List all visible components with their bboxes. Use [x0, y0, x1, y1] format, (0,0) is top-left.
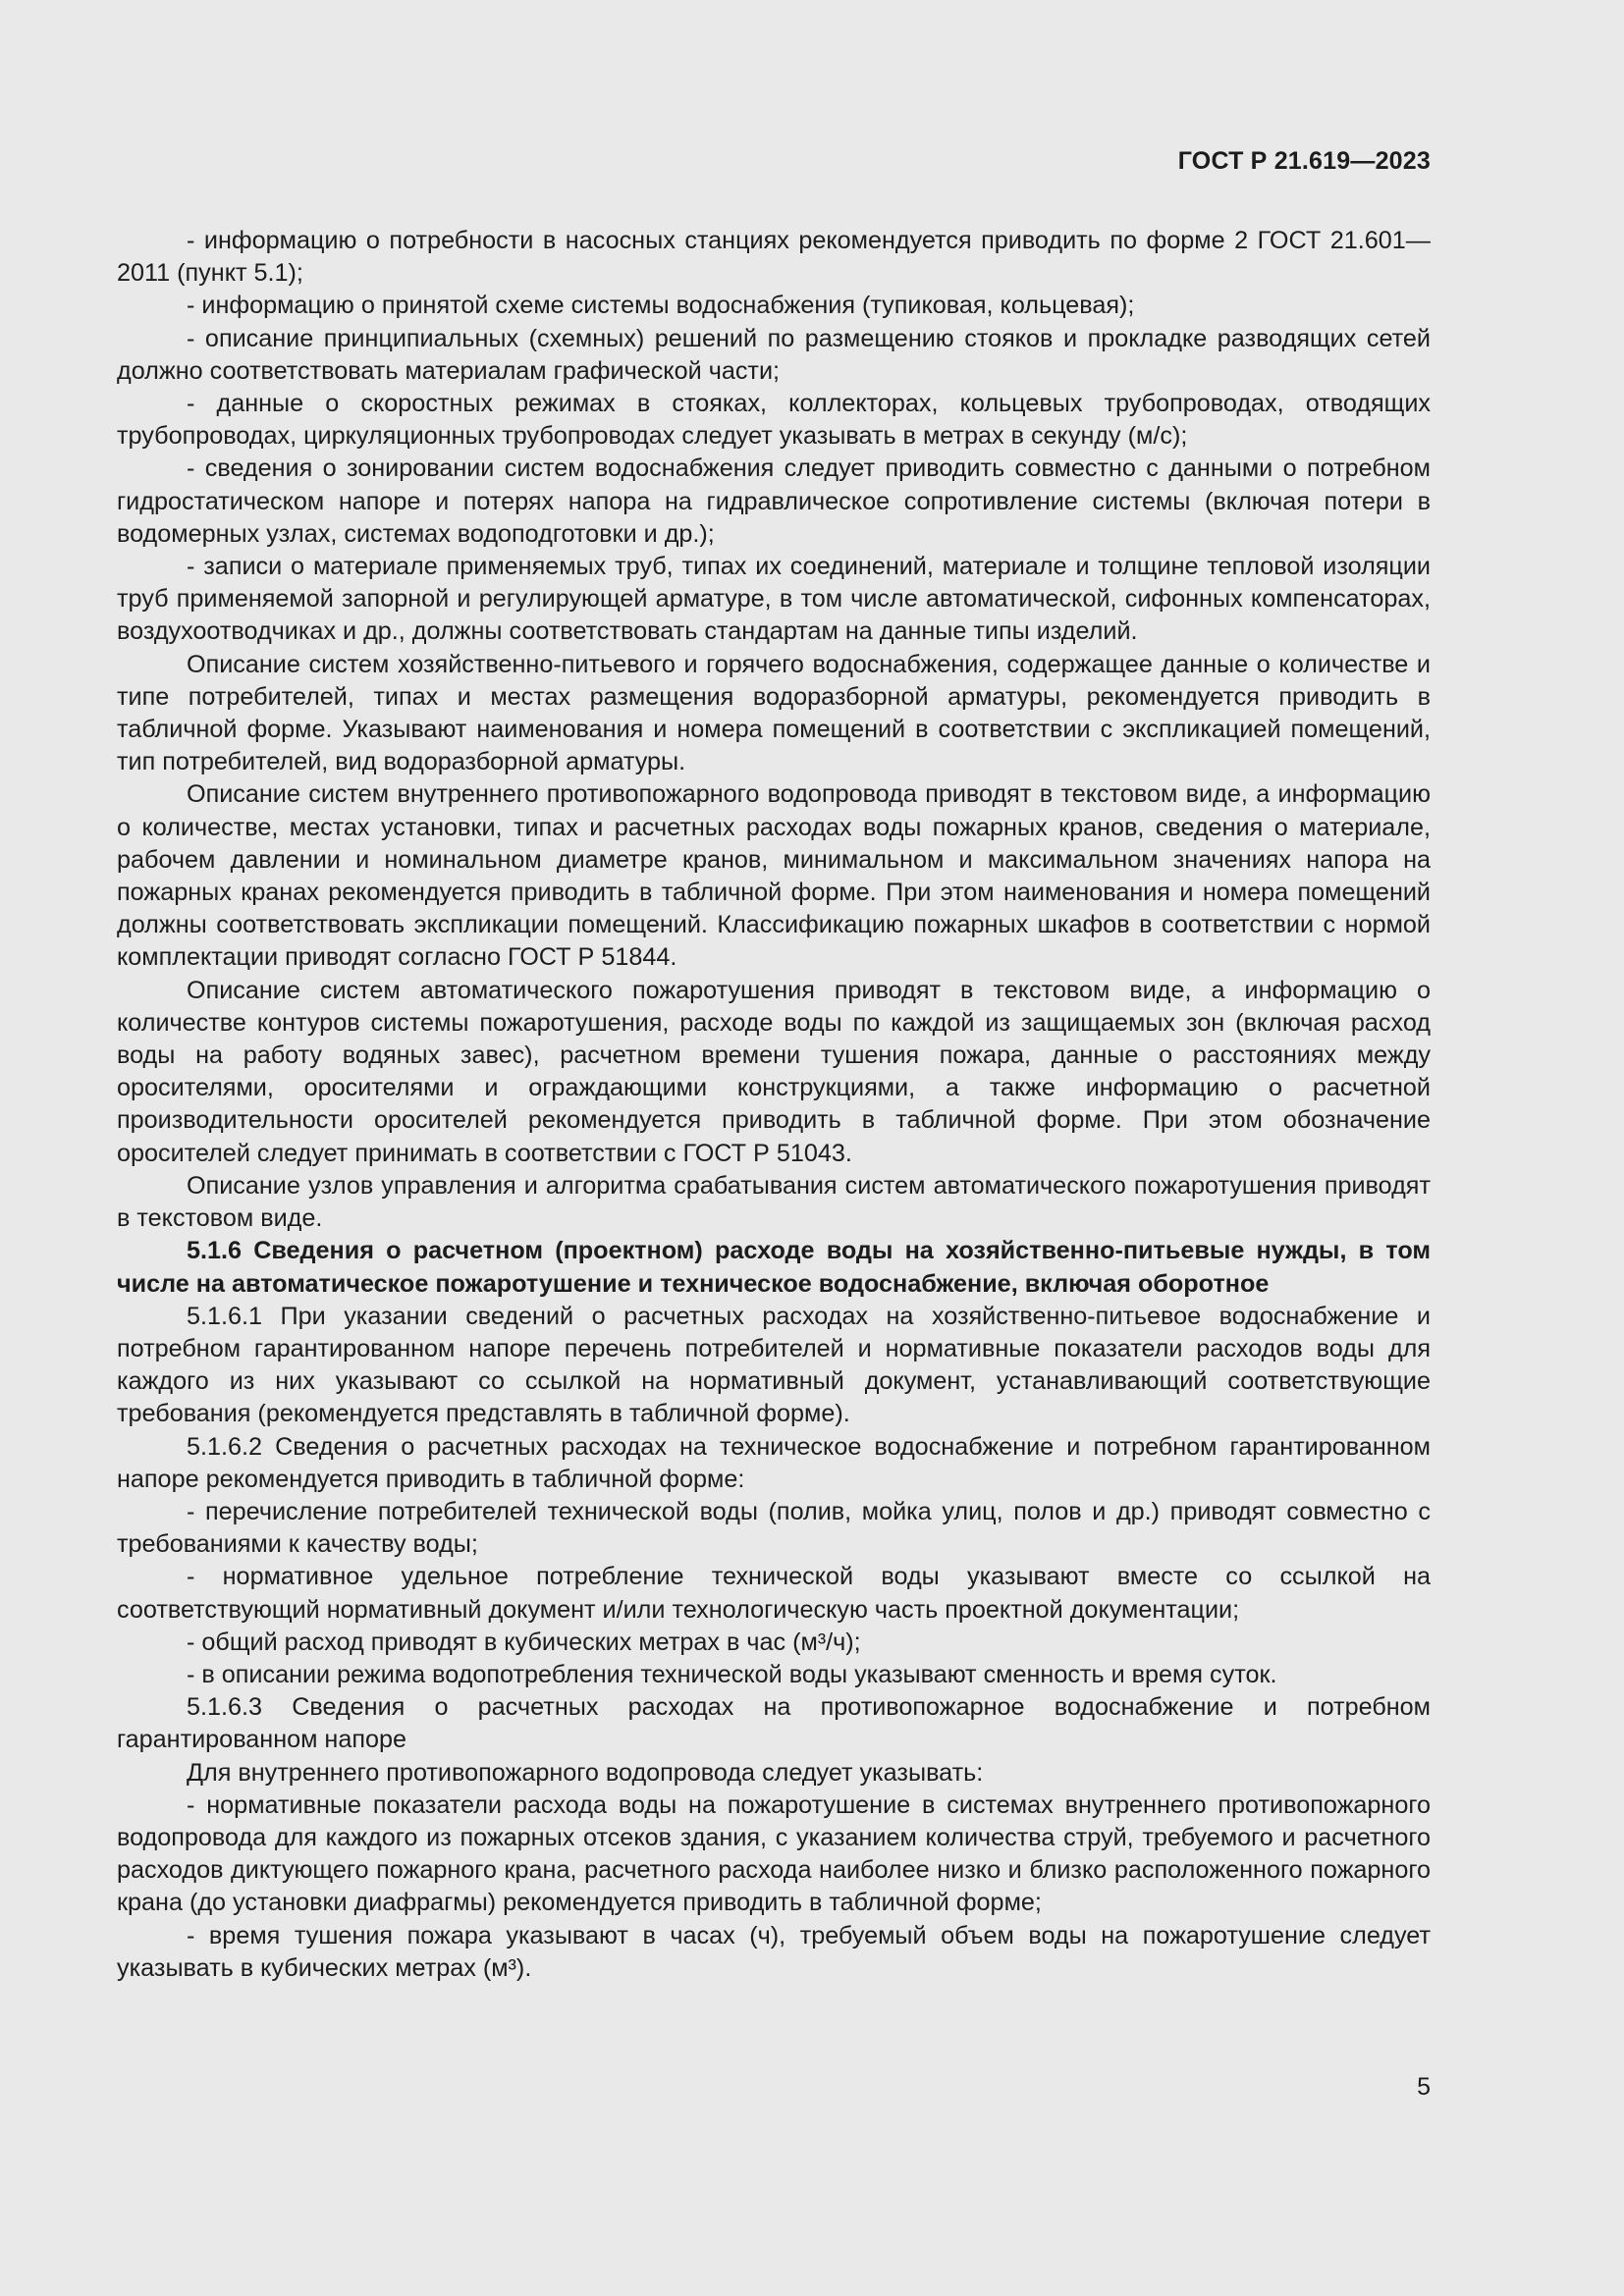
paragraph: - информацию о потребности в насосных станциях рекомендуется приводить по форме 2 ГОСТ 21.601—2011 (пункт 5.1);: [117, 227, 1431, 288]
paragraph: - сведения о зонировании систем водоснабжения следует приводить совместно с данными о потребном гидростатическом напоре и потерях напора на гидравлическое сопротивление системы (включая потери в водомерных узлах, системах водоподготовки и др.);: [117, 454, 1431, 548]
paragraph: Описание систем хозяйственно-питьевого и горячего водоснабжения, содержащее данные о количестве и типе потребителей, типах и местах размещения водоразборной арматуры, рекомендуется приводить в табличной форме. Указывают наименования и номера помещений в соответствии с экспликацией помещений, тип потребителей, вид водоразборной арматуры.: [117, 650, 1431, 776]
paragraph: Описание систем автоматического пожаротушения приводят в текстовом виде, а информацию о количестве контуров системы пожаротушения, расходе воды по каждой из защищаемых зон (включая расход воды на работу водяных завес), расчетном времени тушения пожара, данные о расстояниях между оросителями, оросителями и ограждающими конструкциями, а также информацию о расчетной производительности оросителей рекомендуется приводить в табличной форме. При этом обозначение оросителей следует принимать в соответствии с ГОСТ Р 51043.: [117, 976, 1431, 1167]
paragraph: - данные о скоростных режимах в стояках, коллекторах, кольцевых трубопроводах, отводящих трубопроводах, циркуляционных трубопроводах следует указывать в метрах в секунду (м/с);: [117, 390, 1431, 451]
paragraph: Описание узлов управления и алгоритма срабатывания систем автоматического пожаротушения приводят в текстовом виде.: [117, 1171, 1431, 1233]
document-body: [117, 225, 1431, 1985]
section-heading-5-1-6: 5.1.6 Сведения о расчетном (проектном) расходе воды на хозяйственно-питьевые нужды, в том числе на автоматическое пожаротушение и техническое водоснабжение, включая оборотное: [117, 1237, 1431, 1298]
paragraph: - описание принципиальных (схемных) решений по размещению стояков и прокладке разводящих сетей должно соответствовать материалам графической части;: [117, 324, 1431, 385]
paragraph: - общий расход приводят в кубических метрах в час (м³/ч);: [187, 1628, 861, 1656]
paragraph: 5.1.6.3 Сведения о расчетных расходах на противопожарное водоснабжение и потребном гарантированном напоре: [117, 1693, 1431, 1754]
paragraph: - записи о материале применяемых труб, типах их соединений, материале и толщине тепловой изоляции труб применяемой запорной и регулирующей арматуре, в том числе автоматической, сифонных компенсаторах, воздухоотводчиках и др., должны соответствовать стандартам на данные типы изделий.: [117, 553, 1431, 646]
paragraph: Для внутреннего противопожарного водопровода следует указывать:: [187, 1758, 984, 1787]
paragraph: Описание систем внутреннего противопожарного водопровода приводят в текстовом виде, а информацию о количестве, местах установки, типах и расчетных расходах воды пожарных кранов, сведения о материале, рабочем давлении и номинальном диаметре кранов, минимальном и максимальном значениях напора на пожарных кранах рекомендуется приводить в табличной форме. При этом наименования и номера помещений должны соответствовать экспликации помещений. Классификацию пожарных шкафов в соответствии с нормой комплектации приводят согласно ГОСТ Р 51844.: [117, 780, 1431, 972]
paragraph: - в описании режима водопотребления технической воды указывают сменность и время суток.: [187, 1660, 1277, 1688]
paragraph: 5.1.6.1 При указании сведений о расчетных расходах на хозяйственно-питьевое водоснабжение и потребном гарантированном напоре перечень потребителей и нормативные показатели расходов воды для каждого из них указывают со ссылкой на нормативный документ, устанавливающий соответствующие требования (рекомендуется представлять в табличной форме).: [117, 1302, 1431, 1428]
document-code-header: ГОСТ Р 21.619—2023: [1177, 147, 1431, 175]
paragraph: 5.1.6.2 Сведения о расчетных расходах на техническое водоснабжение и потребном гарантированном напоре рекомендуется приводить в табличной форме:: [117, 1432, 1431, 1493]
page-number: 5: [1417, 2073, 1431, 2101]
paragraph: - нормативные показатели расхода воды на пожаротушение в системах внутреннего противопожарного водопровода для каждого из пожарных отсеков здания, с указанием количества струй, требуемого и расчетного расходов диктующего пожарного крана, расчетного расхода наиболее низко и близко расположенного пожарного крана (до установки диафрагмы) рекомендуется приводить в табличной форме;: [117, 1790, 1431, 1917]
paragraph: - перечисление потребителей технической воды (полив, мойка улиц, полов и др.) приводят совместно с требованиями к качеству воды;: [117, 1497, 1431, 1559]
paragraph: - информацию о принятой схеме системы водоснабжения (тупиковая, кольцевая);: [187, 292, 1135, 320]
paragraph: - время тушения пожара указывают в часах (ч), требуемый объем воды на пожаротушение следует указывать в кубических метрах (м³).: [117, 1921, 1431, 1982]
paragraph: - нормативное удельное потребление технической воды указывают вместе со ссылкой на соответствующий нормативный документ и/или технологическую часть проектной документации;: [117, 1563, 1431, 1624]
